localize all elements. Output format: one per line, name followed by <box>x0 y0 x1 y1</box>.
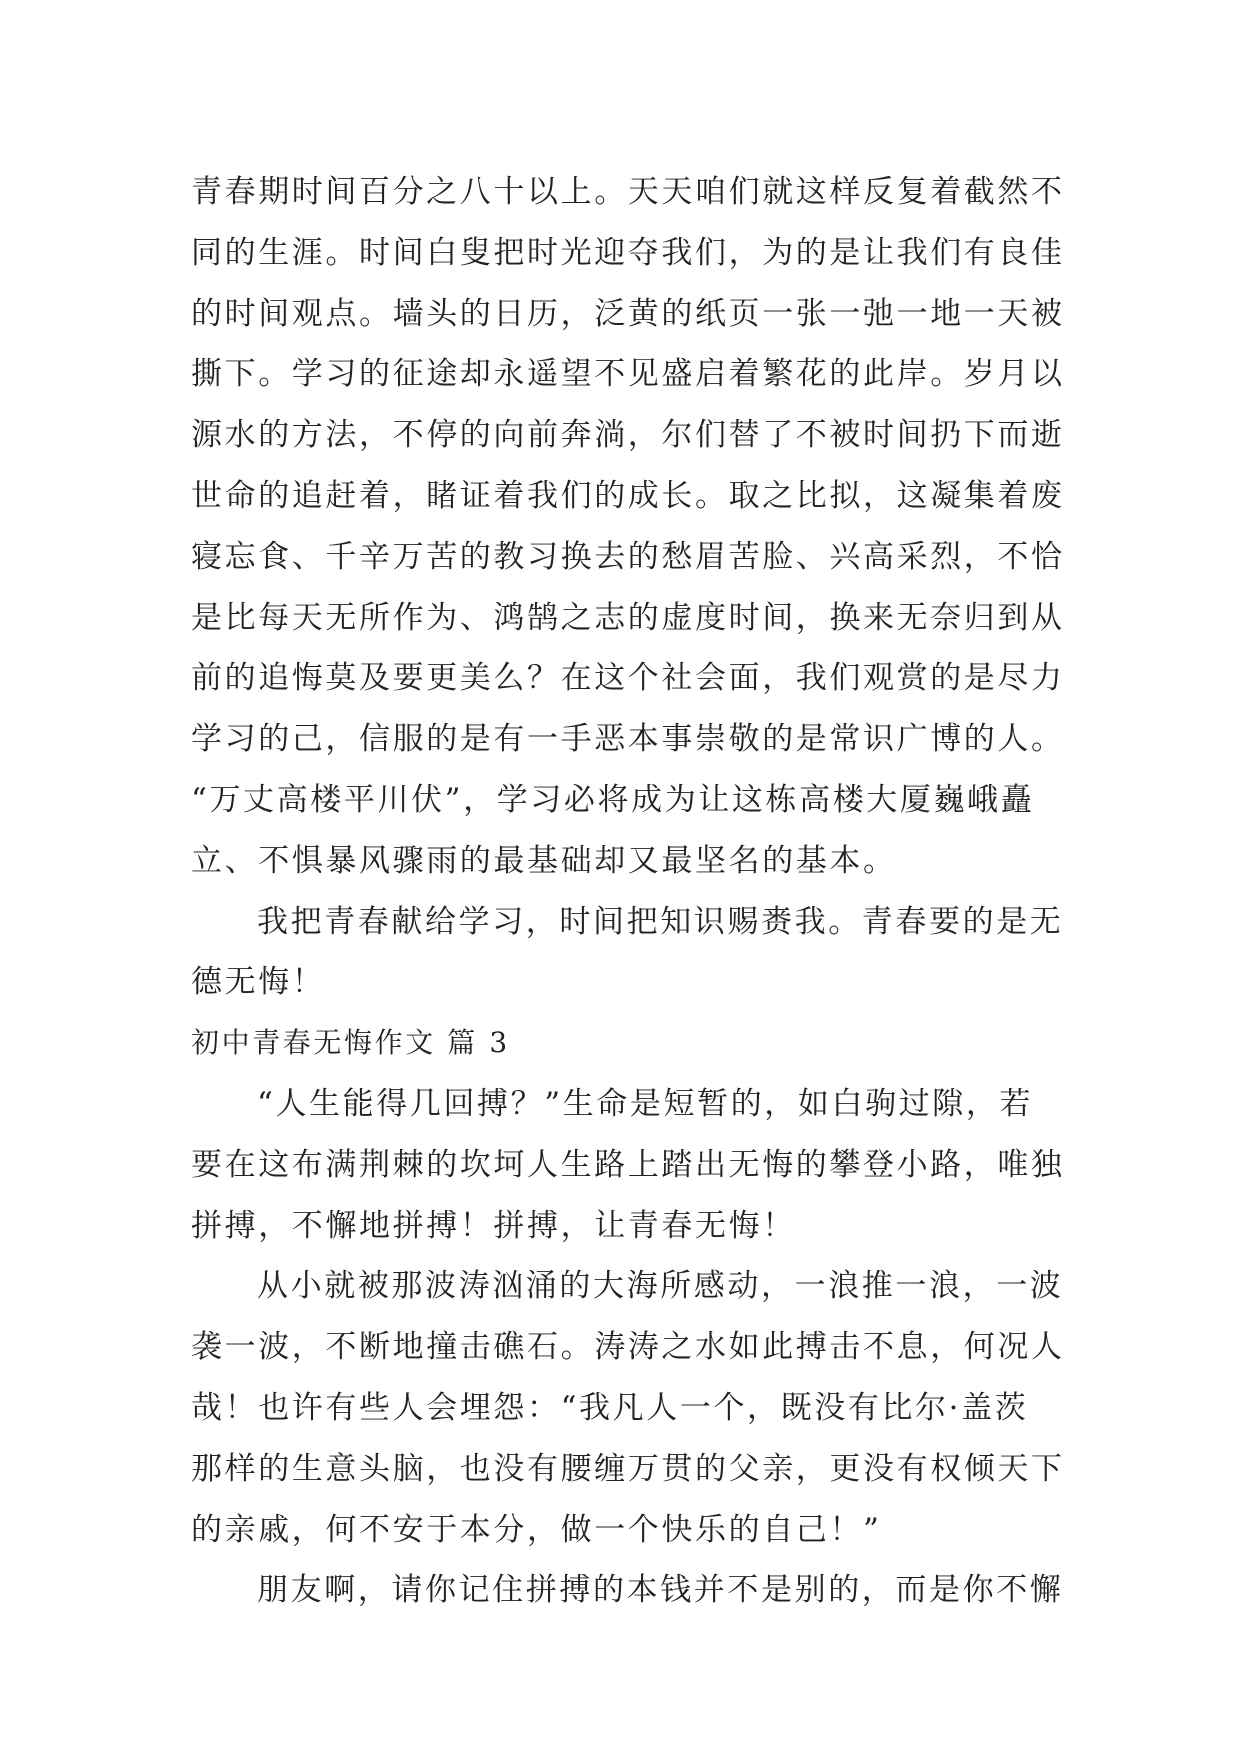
text-line: 哉！也许有些人会埋怨：“我凡人一个，既没有比尔·盖茨 <box>191 1389 1029 1426</box>
text-line: 撕下。学习的征途却永遥望不见盛启着繁花的此岸。岁月以 <box>191 356 1065 393</box>
paragraph-start-line: 从小就被那波涛汹涌的大海所感动，一浪推一浪，一波 <box>257 1268 1064 1305</box>
text-line: 的亲戚，何不安于本分，做一个快乐的自己！” <box>191 1511 882 1548</box>
text-line: 的时间观点。墙头的日历，泛黄的纸页一张一弛一地一天被 <box>191 295 1065 332</box>
text-line: 寝忘食、千辛万苦的教习换去的愁眉苦脸、兴高采烈，不恰 <box>191 538 1065 575</box>
document-page <box>191 162 1065 1621</box>
text-line: 同的生涯。时间白叟把时光迎夺我们，为的是让我们有良佳 <box>191 234 1065 271</box>
text-line: “万丈高楼平川伏”，学习必将成为让这栋高楼大厦巍峨矗 <box>191 781 1035 818</box>
paragraph-start-line: 我把青春献给学习，时间把知识赐赉我。青春要的是无 <box>257 903 1064 940</box>
text-line: 源水的方法，不停的向前奔淌，尔们替了不被时间扔下而逝 <box>191 417 1065 454</box>
text-line: 青春期时间百分之八十以上。天天咱们就这样反复着截然不 <box>191 174 1065 210</box>
text-line: 袭一波，不断地撞击礁石。涛涛之水如此搏击不息，何况人 <box>191 1329 1065 1366</box>
text-line: 是比每天无所作为、鸿鹄之志的虚度时间，换来无奈归到从 <box>191 599 1065 636</box>
text-line: 立、不惧暴风骤雨的最基础却又最坚名的基本。 <box>191 842 897 879</box>
text-line: 德无悔！ <box>191 964 326 1001</box>
text-line: 学习的己，信服的是有一手恶本事崇敬的是常识广博的人。 <box>191 721 1065 758</box>
section-heading: 初中青春无悔作文 篇 3 <box>191 1026 510 1060</box>
text-line: 拼搏，不懈地拼搏！拼搏，让青春无悔！ <box>191 1207 796 1244</box>
paragraph-start-line: “人生能得几回搏？”生命是短暂的，如白驹过隙，若 <box>257 1085 1034 1122</box>
text-line: 那样的生意头脑，也没有腰缠万贯的父亲，更没有权倾天下 <box>191 1450 1065 1487</box>
paragraph-start-line: 朋友啊，请你记住拼搏的本钱并不是别的，而是你不懈 <box>257 1572 1064 1609</box>
text-line: 前的追悔莫及要更美么？在这个社会面，我们观赏的是尽力 <box>191 660 1065 697</box>
text-line: 世命的追赶着，睹证着我们的成长。取之比拟，这凝集着废 <box>191 477 1065 514</box>
text-line: 要在这布满荆棘的坎坷人生路上踏出无悔的攀登小路，唯独 <box>191 1146 1065 1183</box>
